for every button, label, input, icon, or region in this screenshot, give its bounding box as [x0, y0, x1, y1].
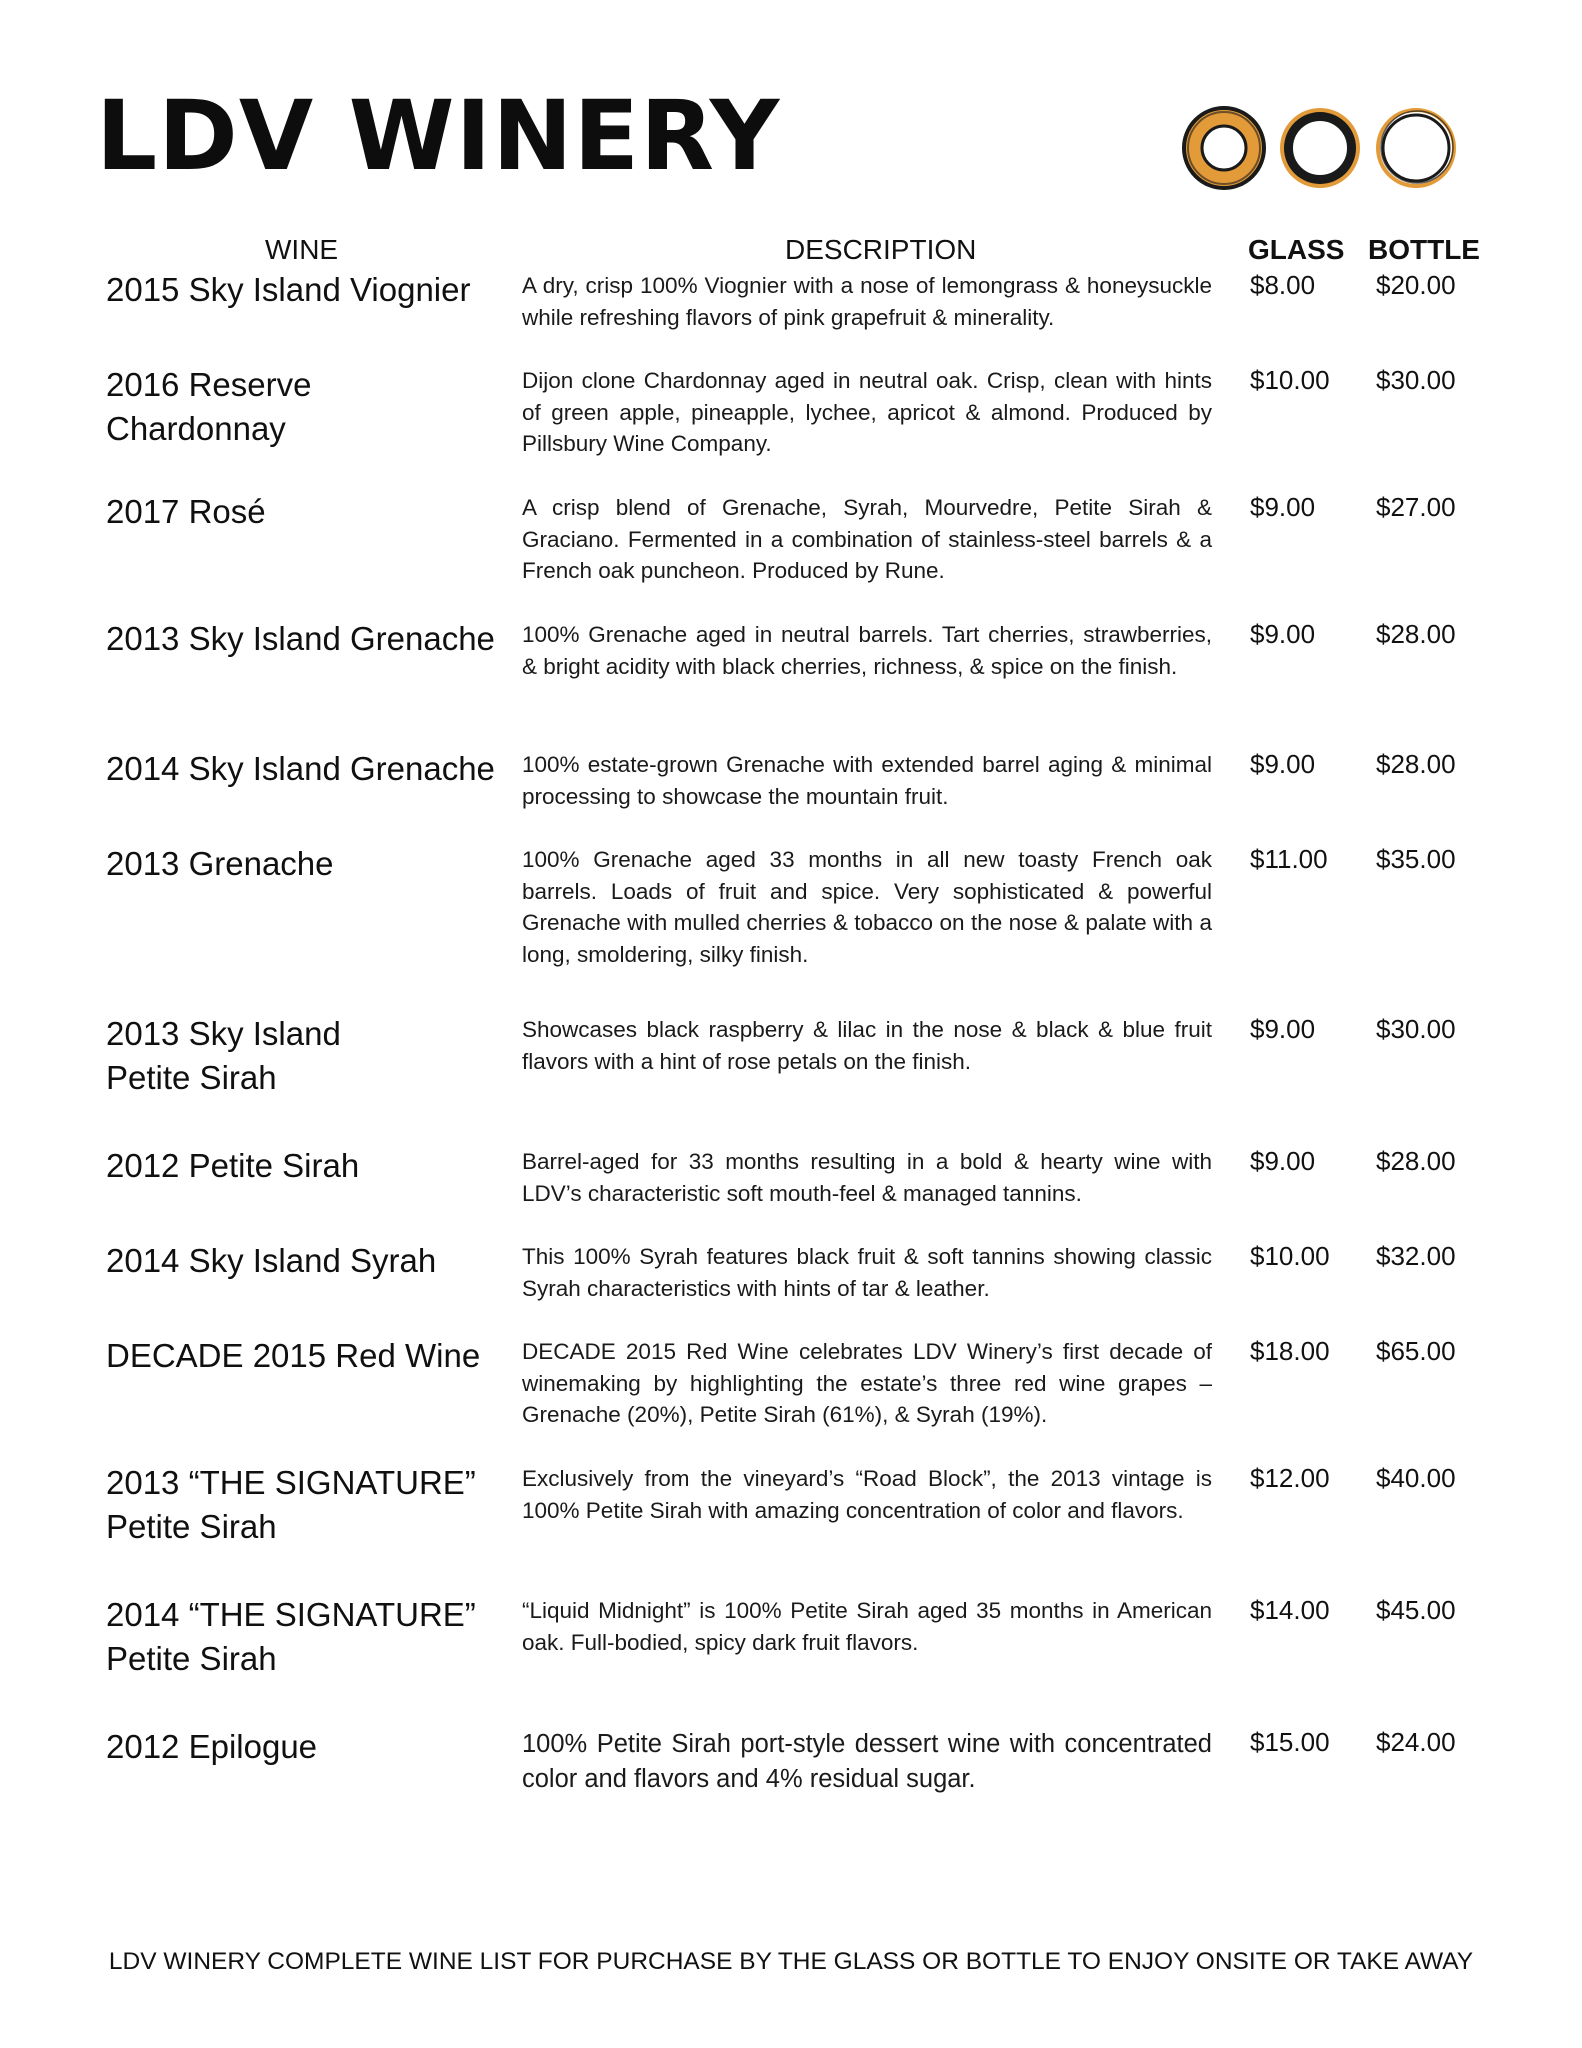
glass-price: $9.00: [1250, 749, 1316, 779]
glass-price: $9.00: [1250, 619, 1316, 649]
glass-price: $15.00: [1250, 1727, 1330, 1757]
wine-description: 100% Grenache aged 33 months in all new toasty French oak barrels. Loads of fruit and spice. Very sophisticated & powerful Grenache with mulled cherries & tobacco on the nose & palate with a long, smoldering, silky finish.: [522, 847, 1212, 967]
wine-name: 2016 Reserve Chardonnay: [106, 366, 312, 447]
wine-name: [106, 1012, 496, 1100]
glass-price: $10.00: [1250, 365, 1330, 395]
wine-name-line1: 2013 Sky Island: [106, 1015, 341, 1052]
wine-name-line2: Petite Sirah: [106, 1640, 277, 1677]
wine-description: A dry, crisp 100% Viognier with a nose of lemongrass & honeysuckle while refreshing flavors of pink grapefruit & minerality.: [522, 273, 1212, 330]
brand-title: LDV WINERY: [96, 80, 781, 192]
wine-name-line1: 2013 “THE SIGNATURE”: [106, 1464, 476, 1501]
three-circles-logo-icon: [1176, 100, 1462, 196]
wine-description: 100% estate-grown Grenache with extended barrel aging & minimal processing to showcase the mountain fruit.: [522, 752, 1212, 809]
wine-name: 2013 Sky Island Grenache: [106, 620, 495, 657]
wine-description: DECADE 2015 Red Wine celebrates LDV Winery’s first decade of winemaking by highlighting the estate’s three red wine grapes – Grenache (20%), Petite Sirah (61%), & Syrah (19%).: [522, 1339, 1212, 1427]
wine-description: Showcases black raspberry & lilac in the nose & black & blue fruit flavors with a hint of rose petals on the finish.: [522, 1017, 1212, 1074]
glass-price: $12.00: [1250, 1463, 1330, 1493]
wine-name: 2012 Petite Sirah: [106, 1147, 360, 1184]
wine-description: Exclusively from the vineyard’s “Road Block”, the 2013 vintage is 100% Petite Sirah with amazing concentration of color and flavors.: [522, 1466, 1212, 1523]
bottle-price: $32.00: [1376, 1241, 1456, 1271]
bottle-price: $28.00: [1376, 749, 1456, 779]
glass-price: $8.00: [1250, 270, 1316, 300]
wine-description: This 100% Syrah features black fruit & soft tannins showing classic Syrah characteristics with hints of tar & leather.: [522, 1244, 1212, 1301]
column-header-bottle: BOTTLE: [1368, 234, 1480, 265]
bottle-price: $30.00: [1376, 1014, 1456, 1044]
bottle-price: $28.00: [1376, 1146, 1456, 1176]
column-headers: [0, 234, 1582, 268]
wine-description: Dijon clone Chardonnay aged in neutral oak. Crisp, clean with hints of green apple, pineapple, lychee, apricot & almond. Produced by Pillsbury Wine Company.: [522, 368, 1212, 456]
glass-price: $9.00: [1250, 1146, 1316, 1176]
wine-name: 2014 Sky Island Grenache: [106, 750, 495, 787]
wine-name: 2013 Grenache: [106, 845, 334, 882]
column-header-description: DESCRIPTION: [785, 234, 977, 265]
wine-description: “Liquid Midnight” is 100% Petite Sirah aged 35 months in American oak. Full-bodied, spicy dark fruit flavors.: [522, 1598, 1212, 1655]
bottle-price: $65.00: [1376, 1336, 1456, 1366]
wine-name: [106, 1593, 496, 1681]
wine-name-line2: Petite Sirah: [106, 1059, 277, 1096]
footer-note: LDV WINERY COMPLETE WINE LIST FOR PURCHASE BY THE GLASS OR BOTTLE TO ENJOY ONSITE OR TAKE AWAY: [108, 1948, 1474, 1975]
wine-name: DECADE 2015 Red Wine: [106, 1337, 481, 1374]
bottle-price: $30.00: [1376, 365, 1456, 395]
wine-name-line2: Petite Sirah: [106, 1508, 277, 1545]
bottle-price: $28.00: [1376, 619, 1456, 649]
wine-description: 100% Grenache aged in neutral barrels. Tart cherries, strawberries, & bright acidity with black cherries, richness, & spice on the finish.: [522, 622, 1212, 679]
wine-name-line1: 2014 “THE SIGNATURE”: [106, 1596, 476, 1633]
bottle-price: $35.00: [1376, 844, 1456, 874]
glass-price: $18.00: [1250, 1336, 1330, 1366]
column-header-glass: GLASS: [1248, 234, 1345, 265]
wine-name: 2017 Rosé: [106, 493, 266, 530]
glass-price: $9.00: [1250, 1014, 1316, 1044]
glass-price: $11.00: [1250, 844, 1328, 874]
glass-price: $9.00: [1250, 492, 1316, 522]
wine-name: 2015 Sky Island Viognier: [106, 271, 471, 308]
wine-description: A crisp blend of Grenache, Syrah, Mourvedre, Petite Sirah & Graciano. Fermented in a combination of stainless-steel barrels & a French oak puncheon. Produced by Rune.: [522, 495, 1212, 583]
bottle-price: $20.00: [1376, 270, 1456, 300]
wine-name: 2014 Sky Island Syrah: [106, 1242, 437, 1279]
wine-description: 100% Petite Sirah port-style dessert wine with concentrated color and flavors and 4% residual sugar.: [522, 1730, 1212, 1793]
wine-name: 2012 Epilogue: [106, 1728, 318, 1765]
glass-price: $14.00: [1250, 1595, 1330, 1625]
wine-description: Barrel-aged for 33 months resulting in a bold & hearty wine with LDV’s characteristic soft mouth-feel & managed tannins.: [522, 1149, 1212, 1206]
bottle-price: $45.00: [1376, 1595, 1456, 1625]
glass-price: $10.00: [1250, 1241, 1330, 1271]
wine-name: [106, 1461, 496, 1549]
column-header-wine: WINE: [265, 234, 339, 265]
bottle-price: $27.00: [1376, 492, 1456, 522]
bottle-price: $24.00: [1376, 1727, 1456, 1757]
bottle-price: $40.00: [1376, 1463, 1456, 1493]
